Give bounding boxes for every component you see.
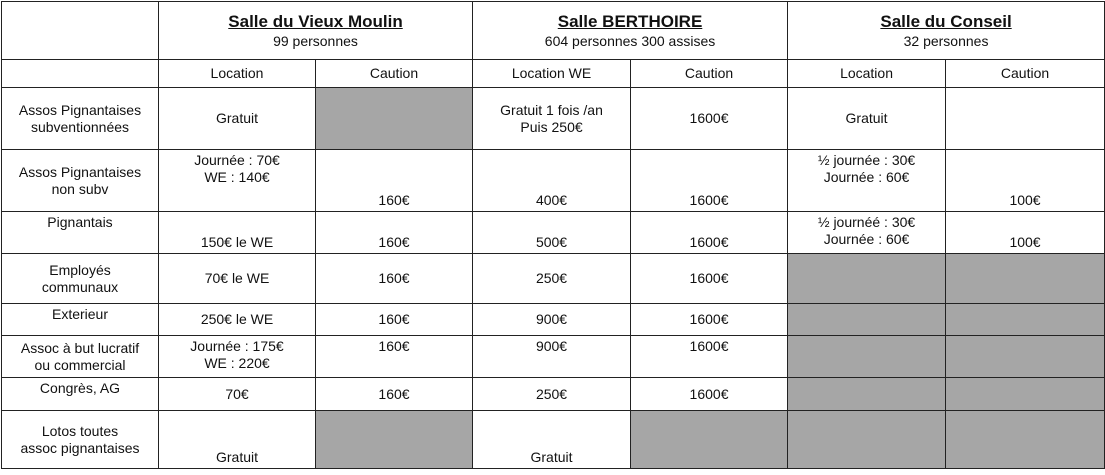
cell-vieux-moulin-location — [159, 378, 316, 411]
row-category — [2, 212, 159, 254]
category-line: Pignantais — [47, 214, 113, 230]
row-category — [2, 304, 159, 336]
cell-value: 70€ le WE — [204, 270, 270, 286]
cell-conseil-caution-unavailable — [946, 254, 1105, 304]
cell-conseil-location-unavailable — [788, 411, 946, 469]
cell-berthoire-location-we — [473, 304, 631, 336]
cell-conseil-caution-unavailable — [946, 411, 1105, 469]
category-line: ou commercial — [34, 356, 126, 373]
hall-name: Salle du Vieux Moulin — [228, 12, 403, 31]
cell-berthoire-caution — [631, 88, 788, 150]
row-category — [2, 150, 159, 212]
row-category — [2, 336, 159, 378]
category-line: Lotos toutes — [41, 422, 119, 439]
cell-value: Gratuit — [215, 110, 258, 126]
row-category — [2, 378, 159, 411]
cell-berthoire-location-we — [473, 88, 631, 150]
column-header: Caution — [316, 60, 473, 88]
cell-value: Journée : 60€ — [823, 169, 910, 185]
category-line: non subv — [51, 180, 109, 197]
cell-berthoire-caution — [631, 336, 788, 378]
subheader-row — [2, 60, 1105, 88]
cell-value: 500€ — [535, 234, 568, 250]
cell-vieux-moulin-location — [159, 212, 316, 254]
table-row — [2, 254, 1105, 304]
cell-berthoire-caution-unavailable — [631, 411, 788, 469]
column-header: Location — [788, 60, 946, 88]
table-row — [2, 88, 1105, 150]
hall-name: Salle BERTHOIRE — [557, 12, 703, 31]
cell-value: ½ journéé : 30€ — [817, 214, 916, 230]
cell-conseil-location — [788, 212, 946, 254]
cell-conseil-caution — [946, 212, 1105, 254]
cell-vieux-moulin-caution — [316, 378, 473, 411]
hall-header-row — [2, 2, 1105, 60]
column-header: Caution — [631, 60, 788, 88]
cell-value: Journée : 60€ — [823, 231, 910, 247]
cell-vieux-moulin-location — [159, 150, 316, 212]
cell-value: Journée : 175€ — [190, 338, 284, 354]
cell-value: 1600€ — [689, 234, 729, 250]
cell-vieux-moulin-caution — [316, 212, 473, 254]
cell-value: 1600€ — [689, 192, 729, 208]
table-row — [2, 212, 1105, 254]
column-header: Location WE — [473, 60, 631, 88]
cell-value: 1600€ — [689, 270, 729, 286]
row-category — [2, 411, 159, 469]
category-line: Assos Pignantaises — [18, 101, 142, 118]
cell-value: 160€ — [378, 311, 410, 327]
cell-berthoire-location-we — [473, 150, 631, 212]
cell-value: 1600€ — [689, 110, 729, 126]
cell-value: Gratuit — [215, 449, 258, 465]
cell-vieux-moulin-caution — [316, 336, 473, 378]
corner-cell — [2, 2, 159, 60]
cell-berthoire-location-we — [473, 254, 631, 304]
cell-value: Gratuit 1 fois /an — [500, 101, 603, 118]
cell-conseil-caution-unavailable — [946, 378, 1105, 411]
category-line: Employés — [49, 261, 111, 278]
cell-vieux-moulin-caution — [316, 150, 473, 212]
cell-vieux-moulin-location — [159, 304, 316, 336]
cell-conseil-location — [788, 150, 946, 212]
cell-vieux-moulin-location — [159, 88, 316, 150]
column-header: Caution — [946, 60, 1105, 88]
cell-conseil-location-unavailable — [788, 304, 946, 336]
cell-value: 100€ — [1009, 192, 1041, 208]
table-row — [2, 336, 1105, 378]
cell-berthoire-location-we — [473, 212, 631, 254]
cell-conseil-caution-unavailable — [946, 304, 1105, 336]
table-row — [2, 411, 1105, 469]
cell-value: 70€ — [225, 385, 249, 402]
cell-value: 250€ — [535, 270, 568, 286]
cell-value: 1600€ — [689, 311, 729, 327]
cell-value: 160€ — [378, 385, 410, 402]
row-category — [2, 88, 159, 150]
table-body — [2, 88, 1105, 469]
cell-conseil-caution-unavailable — [946, 336, 1105, 378]
cell-vieux-moulin-location — [159, 336, 316, 378]
cell-value: 160€ — [378, 234, 410, 250]
category-line: Exterieur — [51, 306, 109, 322]
cell-berthoire-caution — [631, 378, 788, 411]
row-category — [2, 254, 159, 304]
corner-cell — [2, 60, 159, 88]
hall-header-berthoire — [473, 2, 788, 60]
cell-berthoire-caution — [631, 254, 788, 304]
category-line: assoc pignantaises — [20, 439, 140, 456]
cell-value: Puis 250€ — [520, 118, 583, 135]
category-line: Congrès, AG — [39, 380, 121, 396]
cell-value: ½ journée : 30€ — [817, 152, 916, 168]
cell-conseil-location-unavailable — [788, 378, 946, 411]
cell-value: 400€ — [535, 192, 568, 208]
hall-name: Salle du Conseil — [880, 12, 1012, 31]
hall-capacity: 604 personnes 300 assises — [544, 33, 716, 49]
cell-conseil-location-unavailable — [788, 254, 946, 304]
cell-conseil-location-unavailable — [788, 336, 946, 378]
cell-value: 160€ — [378, 338, 410, 354]
cell-conseil-caution — [946, 88, 1105, 150]
cell-value: 250€ — [535, 385, 568, 402]
cell-berthoire-caution — [631, 304, 788, 336]
cell-value: 160€ — [378, 270, 410, 286]
category-line: Assoc à but lucratif — [20, 339, 140, 356]
cell-value: 900€ — [535, 311, 568, 327]
column-header: Location — [159, 60, 316, 88]
cell-berthoire-location-we — [473, 336, 631, 378]
hall-capacity: 99 personnes — [273, 33, 358, 49]
cell-value: 100€ — [1009, 234, 1041, 250]
cell-berthoire-location-we — [473, 378, 631, 411]
cell-value: WE : 140€ — [204, 169, 270, 185]
cell-berthoire-caution — [631, 212, 788, 254]
hall-capacity: 32 personnes — [903, 33, 989, 49]
cell-berthoire-location-we — [473, 411, 631, 469]
category-line: Assos Pignantaises — [18, 163, 142, 180]
cell-conseil-caution — [946, 150, 1105, 212]
hall-header-conseil — [788, 2, 1105, 60]
cell-vieux-moulin-caution-unavailable — [316, 88, 473, 150]
cell-value: 1600€ — [689, 338, 729, 354]
cell-vieux-moulin-location — [159, 411, 316, 469]
cell-value: 1600€ — [689, 385, 729, 402]
cell-value: 900€ — [535, 338, 568, 354]
cell-value: 250€ le WE — [200, 311, 274, 327]
cell-value: 160€ — [378, 192, 410, 208]
category-line: subventionnées — [30, 118, 130, 135]
cell-berthoire-caution — [631, 150, 788, 212]
cell-value: 150€ le WE — [200, 234, 274, 250]
hall-header-vieux-moulin — [159, 2, 473, 60]
category-line: communaux — [41, 278, 119, 295]
cell-vieux-moulin-caution-unavailable — [316, 411, 473, 469]
cell-vieux-moulin-location — [159, 254, 316, 304]
cell-value: WE : 220€ — [204, 355, 270, 371]
table-row — [2, 378, 1105, 411]
table-row — [2, 304, 1105, 336]
cell-value: Gratuit — [530, 449, 573, 465]
pricing-table — [1, 1, 1105, 469]
cell-vieux-moulin-caution — [316, 254, 473, 304]
cell-vieux-moulin-caution — [316, 304, 473, 336]
table-row — [2, 150, 1105, 212]
cell-value: Gratuit — [845, 110, 888, 126]
cell-conseil-location — [788, 88, 946, 150]
cell-value: Journée : 70€ — [194, 152, 280, 168]
